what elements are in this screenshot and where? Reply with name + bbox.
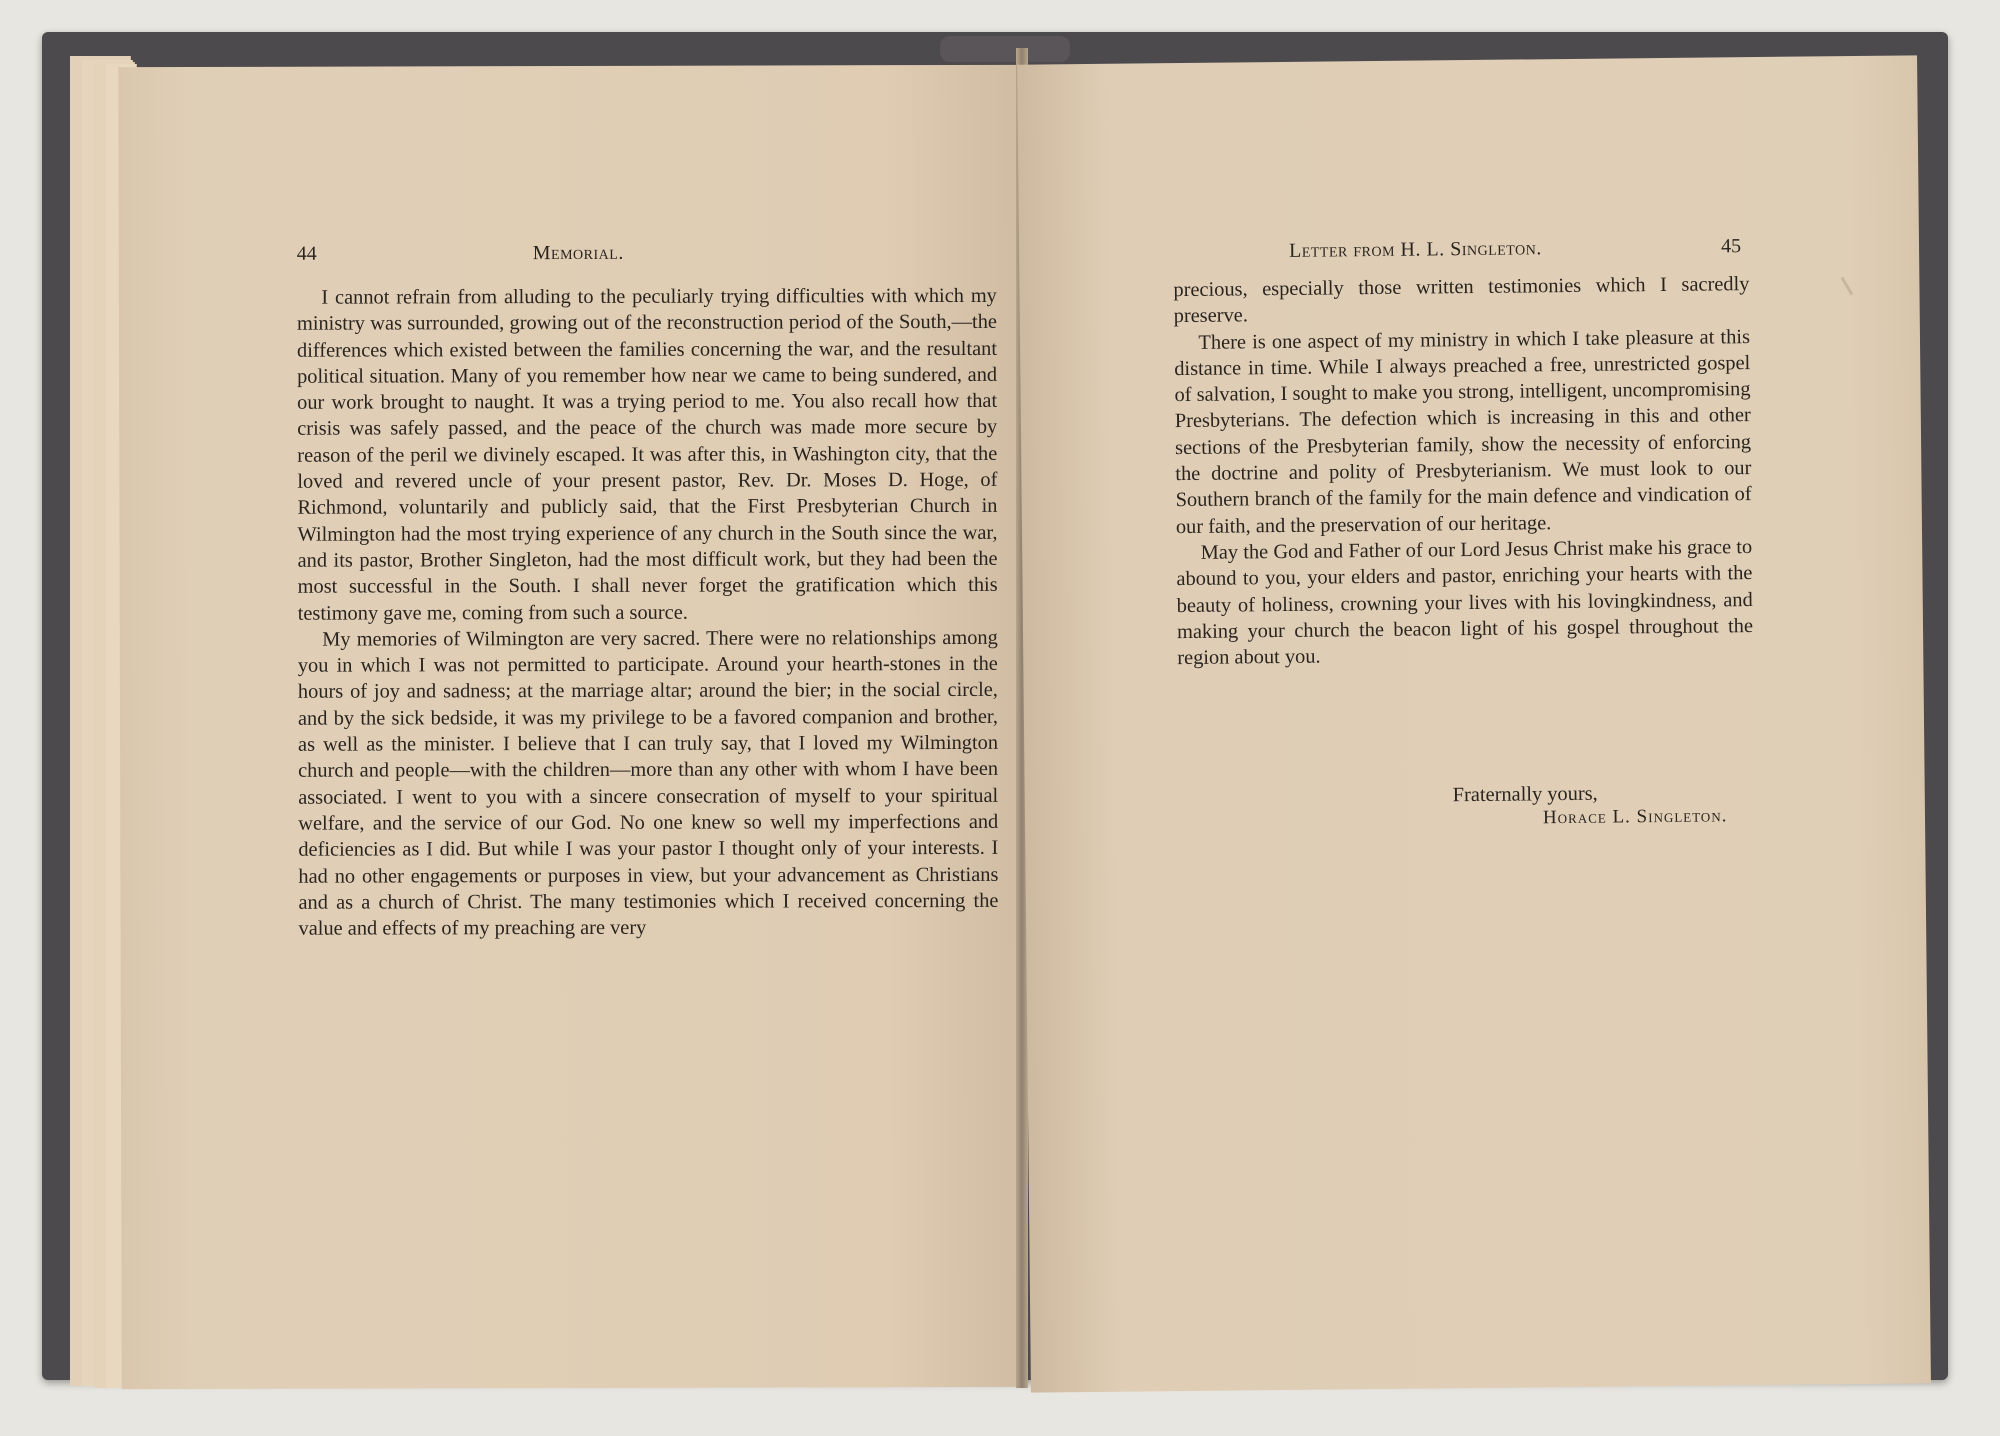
right-page bbox=[1017, 55, 1931, 1392]
body-text bbox=[1173, 271, 1753, 671]
page-number: 44 bbox=[296, 242, 317, 265]
paragraph: May the God and Father of our Lord Jesus Christ make his grace to abound to you, your elders and pastor, enriching your hearts with the beauty of holiness, crowning your lives with his lovingkindness, and making your church the beacon light of his gospel throughout the region about you. bbox=[1176, 536, 1754, 670]
body-text bbox=[297, 283, 999, 942]
page-number: 45 bbox=[1720, 235, 1742, 258]
paragraph: There is one aspect of my ministry in which I take pleasure at this distance in time. While I always preached a free, unrestricted gospel of salvation, I sought to make you strong, intelligent, uncompromising Presbyterians. The defection which is increasing in this and other sections of the Presbyterian family, show the necessity of enforcing the doctrine and polity of Presbyterianism. We must look to our Southern branch of the family for the main defence and vindication of our faith, and the preservation of our heritage. bbox=[1174, 325, 1752, 538]
running-head: Memorial. bbox=[532, 241, 624, 265]
paper-blemish bbox=[1841, 277, 1854, 296]
paragraph: precious, especially those written testimonies which I sacredly preserve. bbox=[1173, 273, 1750, 328]
closing: Fraternally yours, bbox=[1452, 782, 1598, 807]
signature: Horace L. Singleton. bbox=[1542, 805, 1728, 829]
running-head: Letter from H. L. Singleton. bbox=[1288, 237, 1542, 262]
paragraph: I cannot refrain from alluding to the peculiarly trying difficulties with which my ministry was surrounded, growing out of the reconstruction period of the South,—the differences which existed between the families concerning the war, and the resultant political situation. Many of you remember how near we came to being sundered, and our work brought to naught. It was a trying period to me. You also recall how that crisis was safely passed, and the peace of the church was made more secure by reason of the peril we divinely escaped. It was after this, in Washington city, that the loved and revered uncle of your present pastor, Rev. Dr. Moses D. Hoge, of Richmond, voluntarily and publicly said, that the First Presbyterian Church in Wilmington had the most trying experience of any church in the South since the war, and its pastor, Brother Singleton, had the most difficult work, but they had been the most successful in the South. I shall never forget the gratification which this testimony gave me, coming from such a source. bbox=[296, 284, 998, 625]
book-spine bbox=[940, 36, 1070, 62]
left-page bbox=[118, 65, 1023, 1389]
paragraph: My memories of Wilmington are very sacred. There were no relationships among you in which I was not permitted to participate. Around your hearth-stones in the hours of joy and sadness; at the marriage altar; around the bier; in the social circle, and by the sick bedside, it was my privilege to be a favored companion and brother, as well as the minister. I believe that I can truly say, that I loved my Wilmington church and people—with the children—more than any other with whom I have been associated. I went to you with a sincere consecration of myself to your spiritual welfare, and the service of our God. No one knew so well my imperfections and deficiencies as I did. But while I was your pastor I thought only of your interests. I had no other engagements or purposes in view, but your advancement as Christians and as a church of Christ. The many testimonies which I received concerning the value and effects of my preaching are very bbox=[297, 626, 999, 940]
